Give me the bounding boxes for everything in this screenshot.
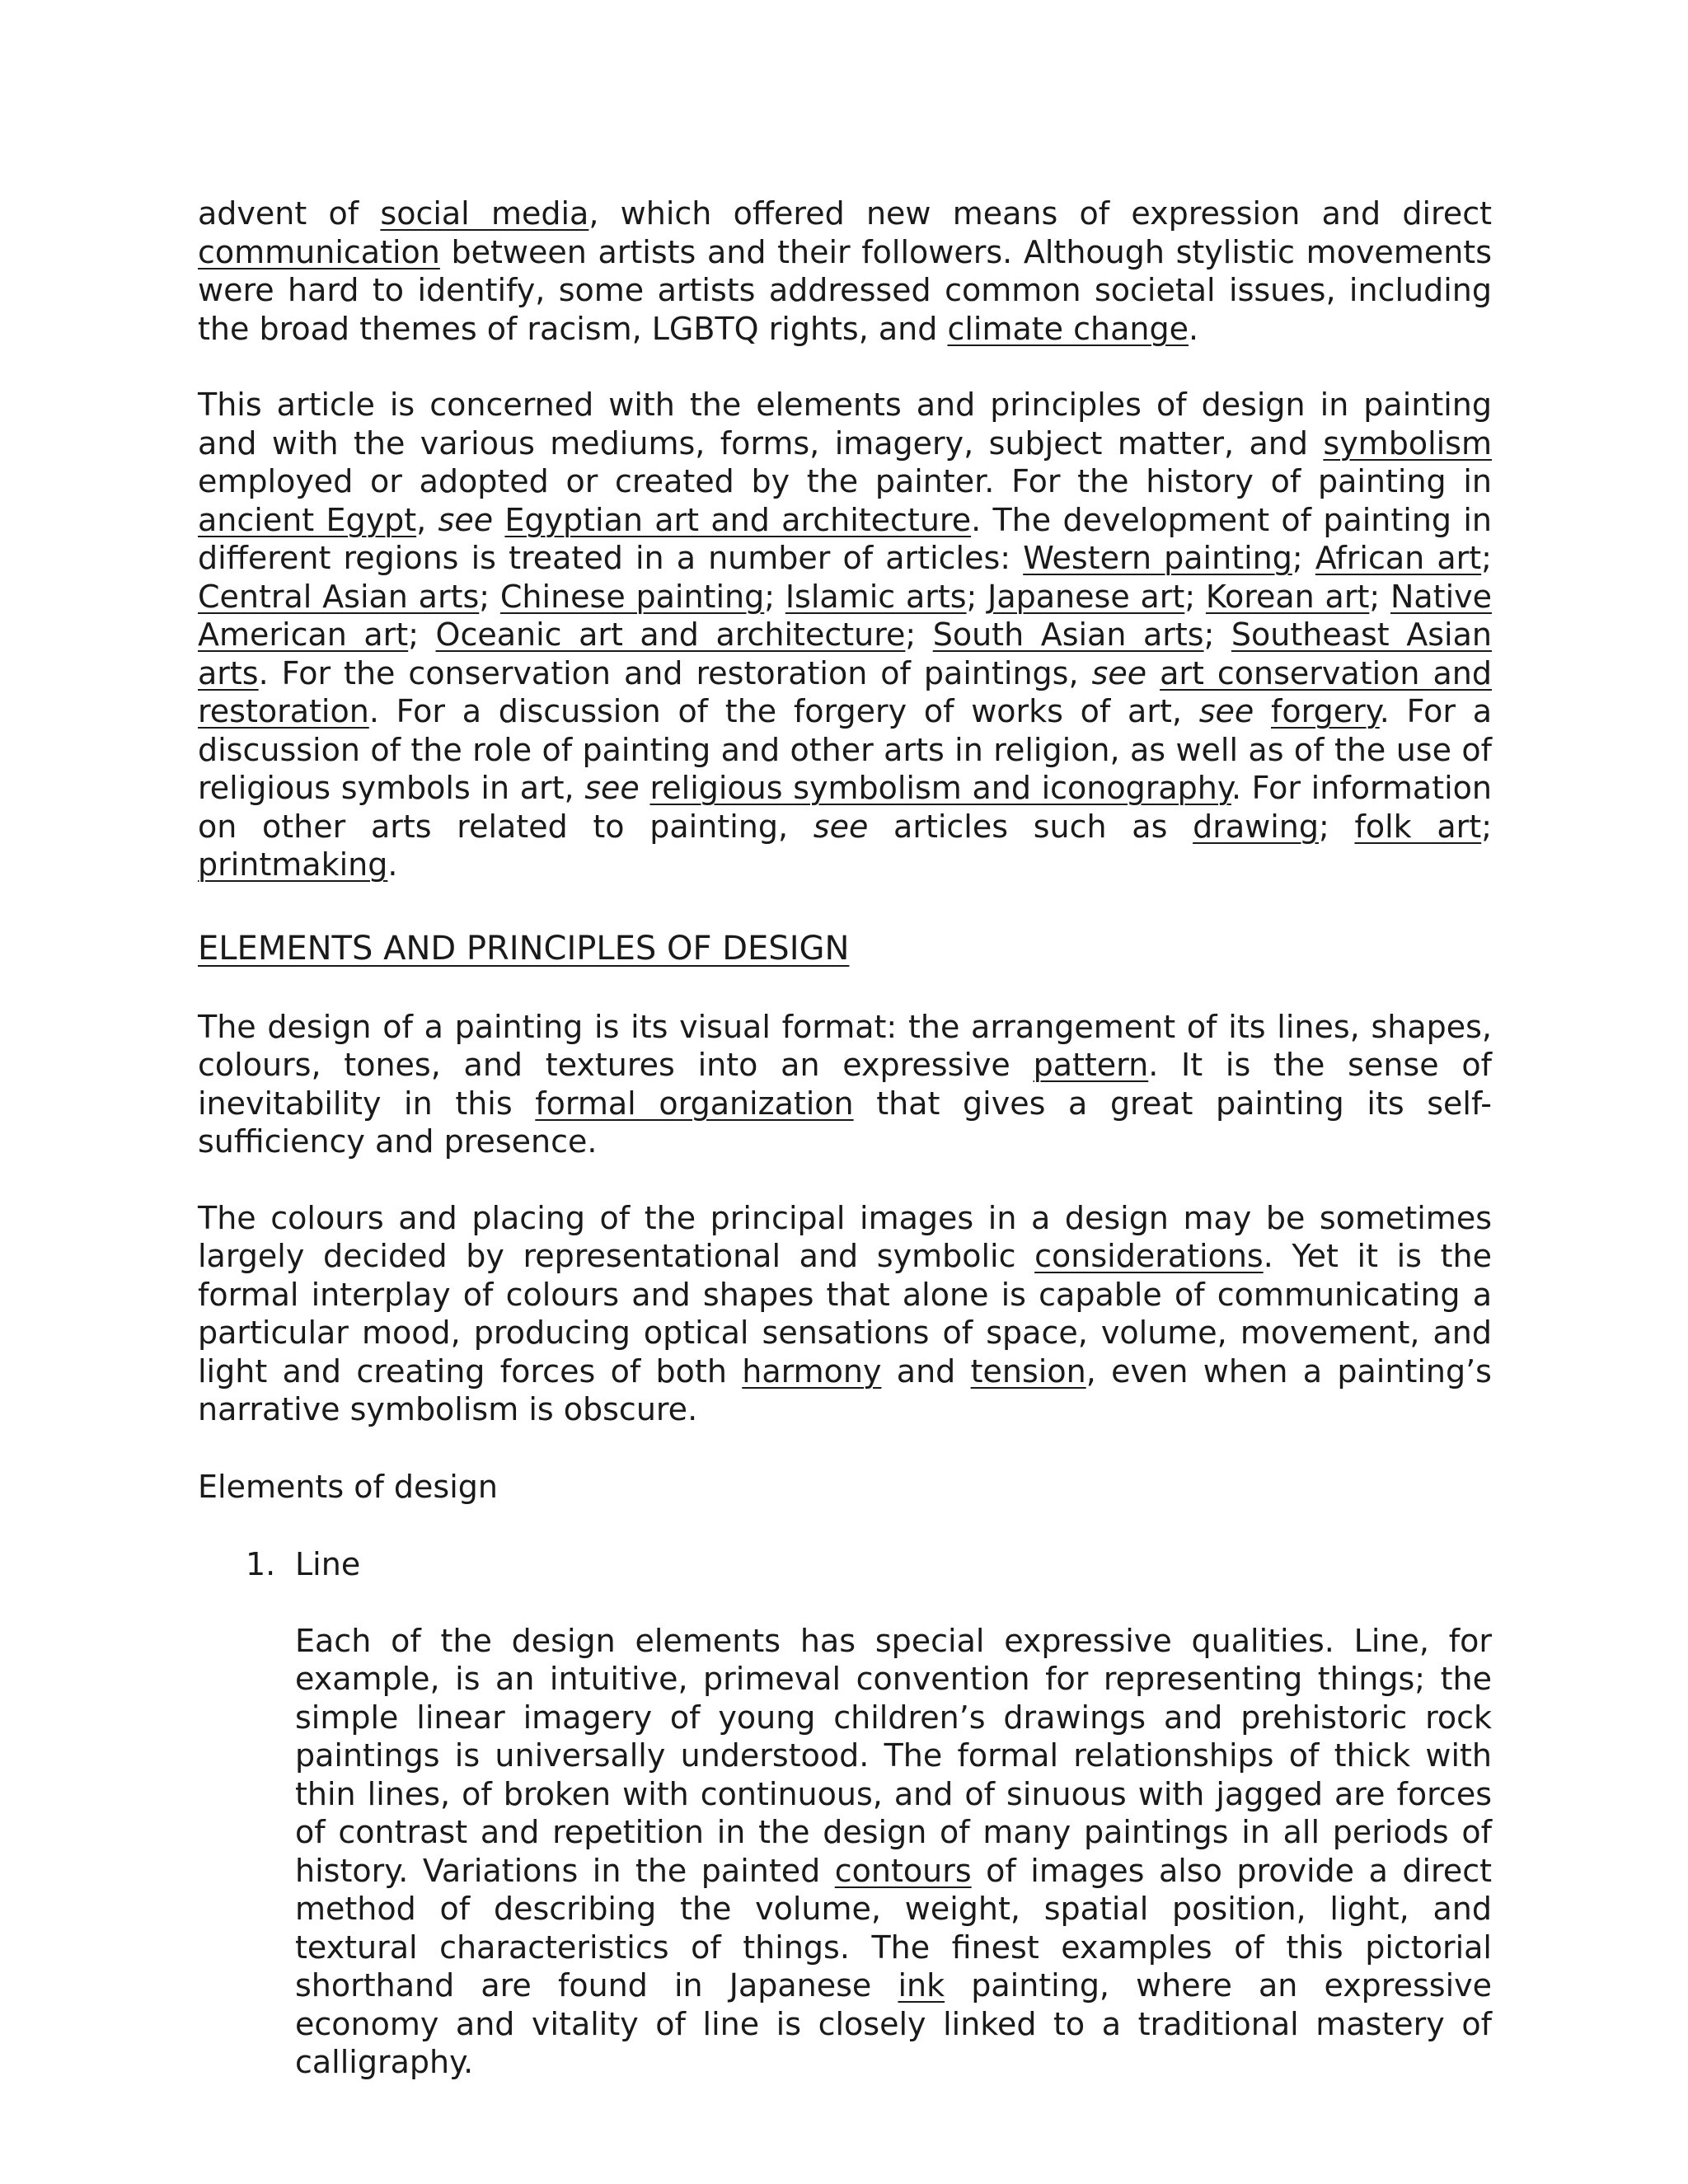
link-ink[interactable]: ink xyxy=(898,1967,945,2004)
paragraph-design-definition: The design of a painting is its visual format: the arrangement of its lines, shapes, colours, tones, and textures into an expressive pattern. It is the sense of inevitability in this formal organization that gives a great painting its self-sufficiency and presence. xyxy=(198,1008,1492,1160)
paragraph-line-element: Each of the design elements has special expressive qualities. Line, for example, is an intuitive, primeval convention for representing things; the simple linear imagery of young children’s drawings and prehistoric rock paintings is universally understood. The formal relationships of thick with thin lines, of broken with continuous, and of sinuous with jagged are forces of contrast and repetition in the design of many paintings in all periods of history. Variations in the painted contours of images also provide a direct method of describing the volume, weight, spatial position, light, and textural characteristics of things. The finest examples of this pictorial shorthand are found in Japanese ink painting, where an expressive economy and vitality of line is closely linked to a traditional mastery of calligraphy. xyxy=(295,1622,1493,2080)
link-art-conservation-and-restoration[interactable]: art conservation and restoration xyxy=(198,654,1492,729)
link-symbolism[interactable]: symbolism xyxy=(1323,424,1492,462)
subheading-elements-of-design: Elements of design xyxy=(198,1468,498,1505)
link-native-american-art[interactable]: Native American art xyxy=(198,578,1492,653)
section-heading-elements-and-principles[interactable]: ELEMENTS AND PRINCIPLES OF DESIGN xyxy=(198,929,850,968)
link-korean-art[interactable]: Korean art xyxy=(1205,578,1370,615)
link-drawing[interactable]: drawing xyxy=(1193,808,1319,845)
link-forgery[interactable]: forgery xyxy=(1271,693,1380,729)
link-social-media[interactable]: social media xyxy=(380,195,589,232)
link-printmaking[interactable]: printmaking xyxy=(198,846,388,883)
link-formal-organization[interactable]: formal organization xyxy=(535,1085,854,1122)
link-south-asian-arts[interactable]: South Asian arts xyxy=(932,616,1204,653)
paragraph-article-scope: This article is concerned with the elements and principles of design in painting and with the various mediums, forms, imagery, subject matter, and symbolism employed or adopted or created by the painter. For the history of painting in ancient Egypt, see Egyptian art and architecture. The development of painting in different regions is treated in a number of articles: Western painting; African art; Central Asian arts; Chinese painting; Islamic arts; Japanese art; Korean art; Native American art; Oceanic art and architecture; South Asian arts; Southeast Asian arts. For the conservation and restoration of paintings, see art conservation and restoration. For a discussion of the forgery of works of art, see forgery. For a discussion of the role of painting and other arts in religion, as well as of the use of religious symbols in art, see religious symbolism and iconography. For information on other arts related to painting, see articles such as drawing; folk art; printmaking. xyxy=(198,387,1493,883)
list-item-title: Line xyxy=(295,1545,361,1582)
link-religious-symbolism-and-iconography[interactable]: religious symbolism and iconography xyxy=(649,770,1231,806)
link-western-painting[interactable]: Western painting xyxy=(1023,540,1292,576)
link-ancient-egypt[interactable]: ancient Egypt xyxy=(198,501,417,538)
paragraph-colours-and-placing: The colours and placing of the principal images in a design may be sometimes largely decided by representational and symbolic considerations. Yet it is the formal interplay of colours and shapes that alone is capable of communicating a particular mood, producing optical sensations of space, volume, movement, and light and creating forces of both harmony and tension, even when a painting’s narrative symbolism is obscure. xyxy=(198,1199,1492,1427)
link-communication[interactable]: communication xyxy=(198,233,440,270)
link-oceanic-art-and-architecture[interactable]: Oceanic art and architecture xyxy=(435,616,906,653)
link-central-asian-arts[interactable]: Central Asian arts xyxy=(198,578,480,615)
link-islamic-arts[interactable]: Islamic arts xyxy=(785,578,967,615)
link-japanese-art[interactable]: Japanese art xyxy=(987,578,1185,615)
link-chinese-painting[interactable]: Chinese painting xyxy=(499,578,765,615)
link-southeast-asian-arts[interactable]: Southeast Asian arts xyxy=(198,616,1492,691)
link-considerations[interactable]: considerations xyxy=(1034,1238,1264,1274)
paragraph-social-media: advent of social media, which offered new means of expression and direct communication between artists and their followers. Although stylistic movements were hard to identify, some artists addressed common societal issues, including the broad themes of racism, LGBTQ rights, and climate change. xyxy=(198,195,1493,347)
link-climate-change[interactable]: climate change xyxy=(947,310,1189,347)
list-item-number: 1. xyxy=(246,1545,276,1582)
link-tension[interactable]: tension xyxy=(970,1352,1086,1390)
link-pattern[interactable]: pattern xyxy=(1033,1047,1149,1083)
link-folk-art[interactable]: folk art xyxy=(1354,808,1482,845)
link-african-art[interactable]: African art xyxy=(1315,540,1482,576)
list-item-line xyxy=(246,1544,1492,1584)
link-egyptian-art-and-architecture[interactable]: Egyptian art and architecture xyxy=(504,501,972,538)
link-harmony[interactable]: harmony xyxy=(742,1352,882,1390)
link-contours[interactable]: contours xyxy=(834,1852,972,1889)
